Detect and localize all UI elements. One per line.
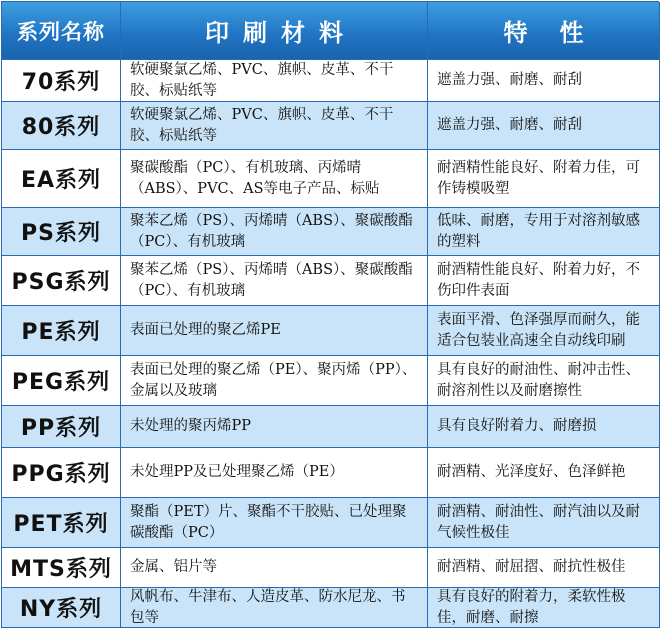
materials-cell: 未处理PP及已处理聚乙烯（PE） <box>121 448 428 498</box>
series-name: NY系列 <box>2 588 121 628</box>
features-cell: 耐酒精、光泽度好、色泽鲜艳 <box>428 448 660 498</box>
series-name: 70系列 <box>2 60 121 102</box>
header-materials: 印刷材料 <box>121 2 428 60</box>
materials-cell: 风帆布、牛津布、人造皮革、防水尼龙、书包等 <box>121 588 428 628</box>
features-cell: 具有良好附着力、耐磨损 <box>428 406 660 448</box>
header-series: 系列名称 <box>2 2 121 60</box>
materials-cell: 表面已处理的聚乙烯（PE）、聚丙烯（PP）、金属以及玻璃 <box>121 356 428 406</box>
series-name: PE系列 <box>2 306 121 356</box>
materials-table <box>1 1 659 628</box>
materials-cell: 金属、铝片等 <box>121 548 428 588</box>
features-cell: 遮盖力强、耐磨、耐刮 <box>428 102 660 150</box>
materials-cell: 聚碳酸酯（PC）、有机玻璃、丙烯晴（ABS）、PVC、AS等电子产品、标贴 <box>121 150 428 208</box>
series-name: PEG系列 <box>2 356 121 406</box>
features-cell: 具有良好的附着力，柔软性极佳，耐磨、耐擦 <box>428 588 660 628</box>
series-name: 80系列 <box>2 102 121 150</box>
features-cell: 表面平滑、色泽强厚而耐久，能适合包装业高速全自动线印刷 <box>428 306 660 356</box>
materials-cell: 表面已处理的聚乙烯PE <box>121 306 428 356</box>
header-features: 特性 <box>428 2 660 60</box>
features-cell: 耐酒精性能良好、附着力好，不伤印件表面 <box>428 256 660 306</box>
series-name: PET系列 <box>2 498 121 548</box>
series-name: PSG系列 <box>2 256 121 306</box>
materials-cell: 软硬聚氯乙烯、PVC、旗帜、皮革、不干胶、标贴纸等 <box>121 102 428 150</box>
features-cell: 耐酒精、耐油性、耐汽油以及耐气候性极佳 <box>428 498 660 548</box>
materials-cell: 未处理的聚丙烯PP <box>121 406 428 448</box>
features-cell: 低味、耐磨，专用于对溶剂敏感的塑料 <box>428 208 660 256</box>
series-name: PPG系列 <box>2 448 121 498</box>
series-name: MTS系列 <box>2 548 121 588</box>
features-cell: 耐酒精、耐屈摺、耐抗性极佳 <box>428 548 660 588</box>
materials-cell: 聚酯（PET）片、聚酯不干胶贴、已处理聚碳酸酯（PC） <box>121 498 428 548</box>
series-name: PP系列 <box>2 406 121 448</box>
series-name: EA系列 <box>2 150 121 208</box>
features-cell: 耐酒精性能良好、附着力佳，可作铸模吸塑 <box>428 150 660 208</box>
features-cell: 遮盖力强、耐磨、耐刮 <box>428 60 660 102</box>
features-cell: 具有良好的耐油性、耐冲击性、耐溶剂性以及耐磨擦性 <box>428 356 660 406</box>
materials-cell: 软硬聚氯乙烯、PVC、旗帜、皮革、不干胶、标贴纸等 <box>121 60 428 102</box>
materials-cell: 聚苯乙烯（PS）、丙烯晴（ABS）、聚碳酸酯（PC）、有机玻璃 <box>121 256 428 306</box>
series-name: PS系列 <box>2 208 121 256</box>
materials-cell: 聚苯乙烯（PS）、丙烯晴（ABS）、聚碳酸酯（PC）、有机玻璃 <box>121 208 428 256</box>
